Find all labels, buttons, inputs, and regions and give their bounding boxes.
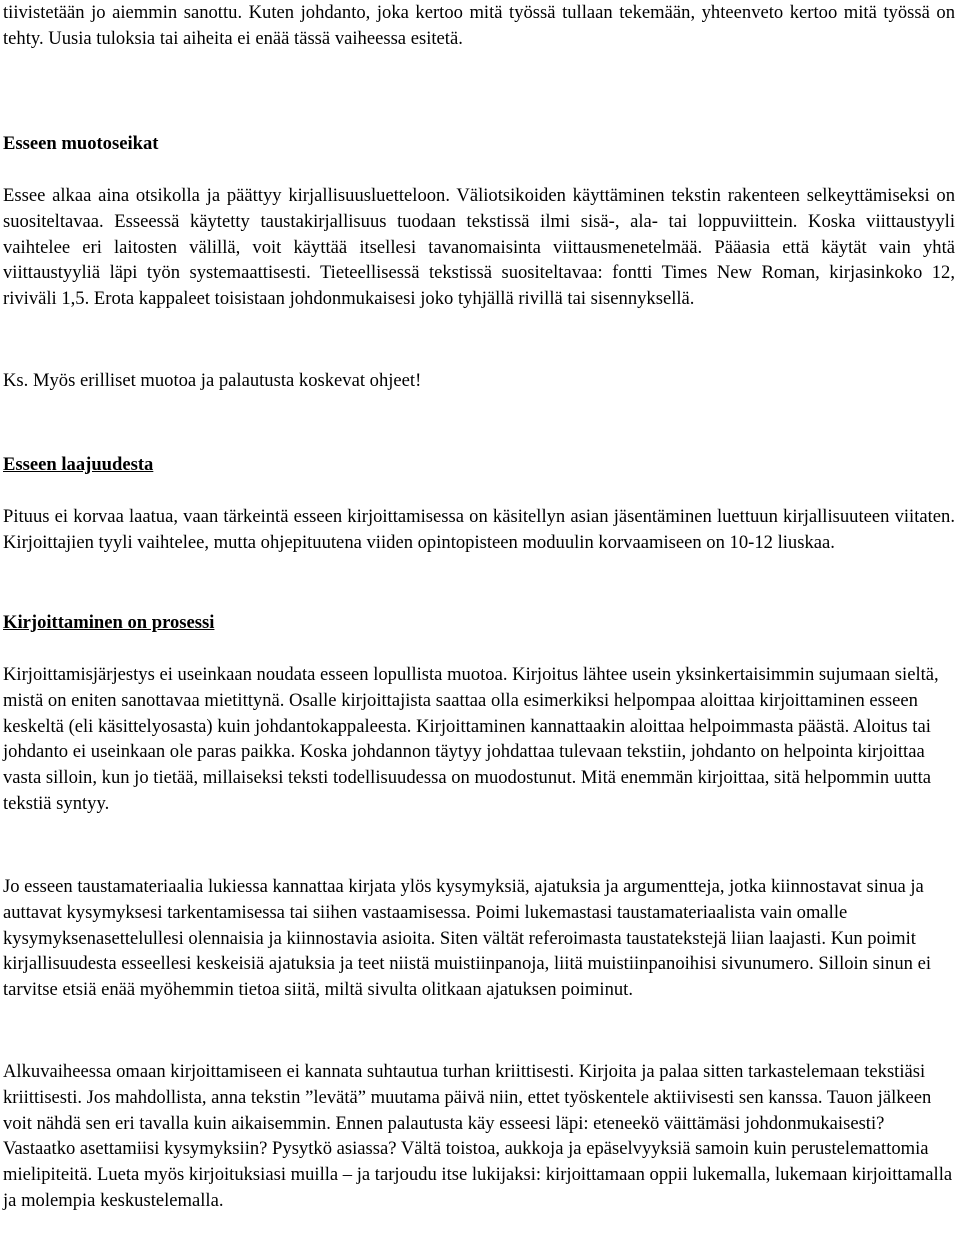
paragraph-prosessi-3: Alkuvaiheessa omaan kirjoittamiseen ei kannata suhtautua turhan kriittisesti. Kirjoita ja palaa sitten tarkastelemaan tekstiäsi kriittisesti. Jos mahdollista, anna tekstin ”levätä” muutama päivä niin, ettet työskentele aktiivisesti sen kanssa. Tauon jälkeen voit nähdä sen eri tavalla kuin aikaisemmin. Ennen palautusta käy esseesi läpi: eteneekö väittämäsi johdonmukaisesti? Vastaatko asettamiisi kysymyksiin? Pysytkö asiassa? Vältä toistoa, aukkoja ja epäselvyyksiä samoin kuin perustelemattomia mielipiteitä. Lueta myös kirjoituksiasi muilla – ja tarjoudu itse lukijaksi: kirjoittamaan oppii lukemalla, lukemaan kirjoittamalla ja molempia keskustelemalla.	[3, 1061, 953, 1211]
paragraph-prosessi-1: Kirjoittamisjärjestys ei useinkaan noudata esseen lopullista muotoa. Kirjoitus lähtee usein yksinkertaisimmin sujumaan sieltä, mistä on eniten sanottavaa mietittynä. Osalle kirjoittajista saattaa olla esimerkiksi helpompaa aloittaa kirjoittaminen esseen keskeltä (eli käsittelyosasta) kuin johdantokappaleesta. Kirjoittaminen kannattaakin aloittaa helpoimmasta päästä. Aloitus tai johdanto ei useinkaan ole paras paikka. Koska johdannon täytyy johdattaa tulevaan tekstiin, johdanto on helpointa kirjoittaa vasta silloin, kun jo tietää, millaiseksi teksti todellisuudessa on muodostunut. Mitä enemmän kirjoittaa, sitä helpommin uutta tekstiä syntyy.	[3, 664, 939, 814]
section-heading-muotoseikat: Esseen muotoseikat	[3, 133, 159, 154]
section-heading-laajuudesta: Esseen laajuudesta	[3, 454, 154, 475]
paragraph-ohjeet-note: Ks. Myös erilliset muotoa ja palautusta koskevat ohjeet!	[3, 370, 422, 391]
section-heading-prosessi: Kirjoittaminen on prosessi	[3, 612, 215, 633]
paragraph-muotoseikat: Essee alkaa aina otsikolla ja päättyy kirjallisuusluetteloon. Väliotsikoiden käyttäminen tekstin rakenteen selkeyttämiseksi on suositeltavaa. Esseessä käytetty taustakirjallisuus tuodaan tekstissä ilmi sisä-, ala- tai loppuviittein. Koska viittaustyyli vaihtelee eri laitosten välillä, voit käyttää itsellesi tavanomaisinta viittausmenetelmää. Pääasia että käytät vain yhtä viittaustyyliä läpi työn systemaattisesti. Tieteellisessä tekstissä suositeltavaa: fontti Times New Roman, kirjasinkoko 12, riviväli 1,5. Erota kappaleet toisistaan johdonmukaisesi joko tyhjällä rivillä tai sisennyksellä.	[3, 185, 955, 310]
paragraph-prosessi-2: Jo esseen taustamateriaalia lukiessa kannattaa kirjata ylös kysymyksiä, ajatuksia ja argumentteja, jotka kiinnostavat sinua ja auttavat kysymyksesi tarkentamisessa tai siihen vastaamisessa. Poimi lukemastasi taustamateriaalista vain omalle kysymyksenasettelullesi olennaisia ja kiinnostavia asioita. Siten vältät referoimasta taustatekstejä liian laajasti. Kun poimit kirjallisuudesta esseellesi keskeisiä ajatuksia ja teet niistä muistiinpanoja, liitä muistiinpanoihisi sivunumero. Silloin sinun ei tarvitse etsiä enää myöhemmin tietoa siitä, miltä sivulta olitkaan ajatuksen poiminut.	[3, 876, 931, 1001]
paragraph-laajuudesta: Pituus ei korvaa laatua, vaan tärkeintä esseen kirjoittamisessa on käsitellyn asian jäsentäminen luettuun kirjallisuuteen viitaten. Kirjoittajien tyyli vaihtelee, mutta ohjepituutena viiden opintopisteen moduulin korvaamiseen on 10-12 liuskaa.	[3, 506, 955, 553]
intro-paragraph: tiivistetään jo aiemmin sanottu. Kuten johdanto, joka kertoo mitä työssä tullaan tekemään, yhteenveto kertoo mitä työssä on tehty. Uusia tuloksia tai aiheita ei enää tässä vaiheessa esitetä.	[3, 2, 955, 49]
